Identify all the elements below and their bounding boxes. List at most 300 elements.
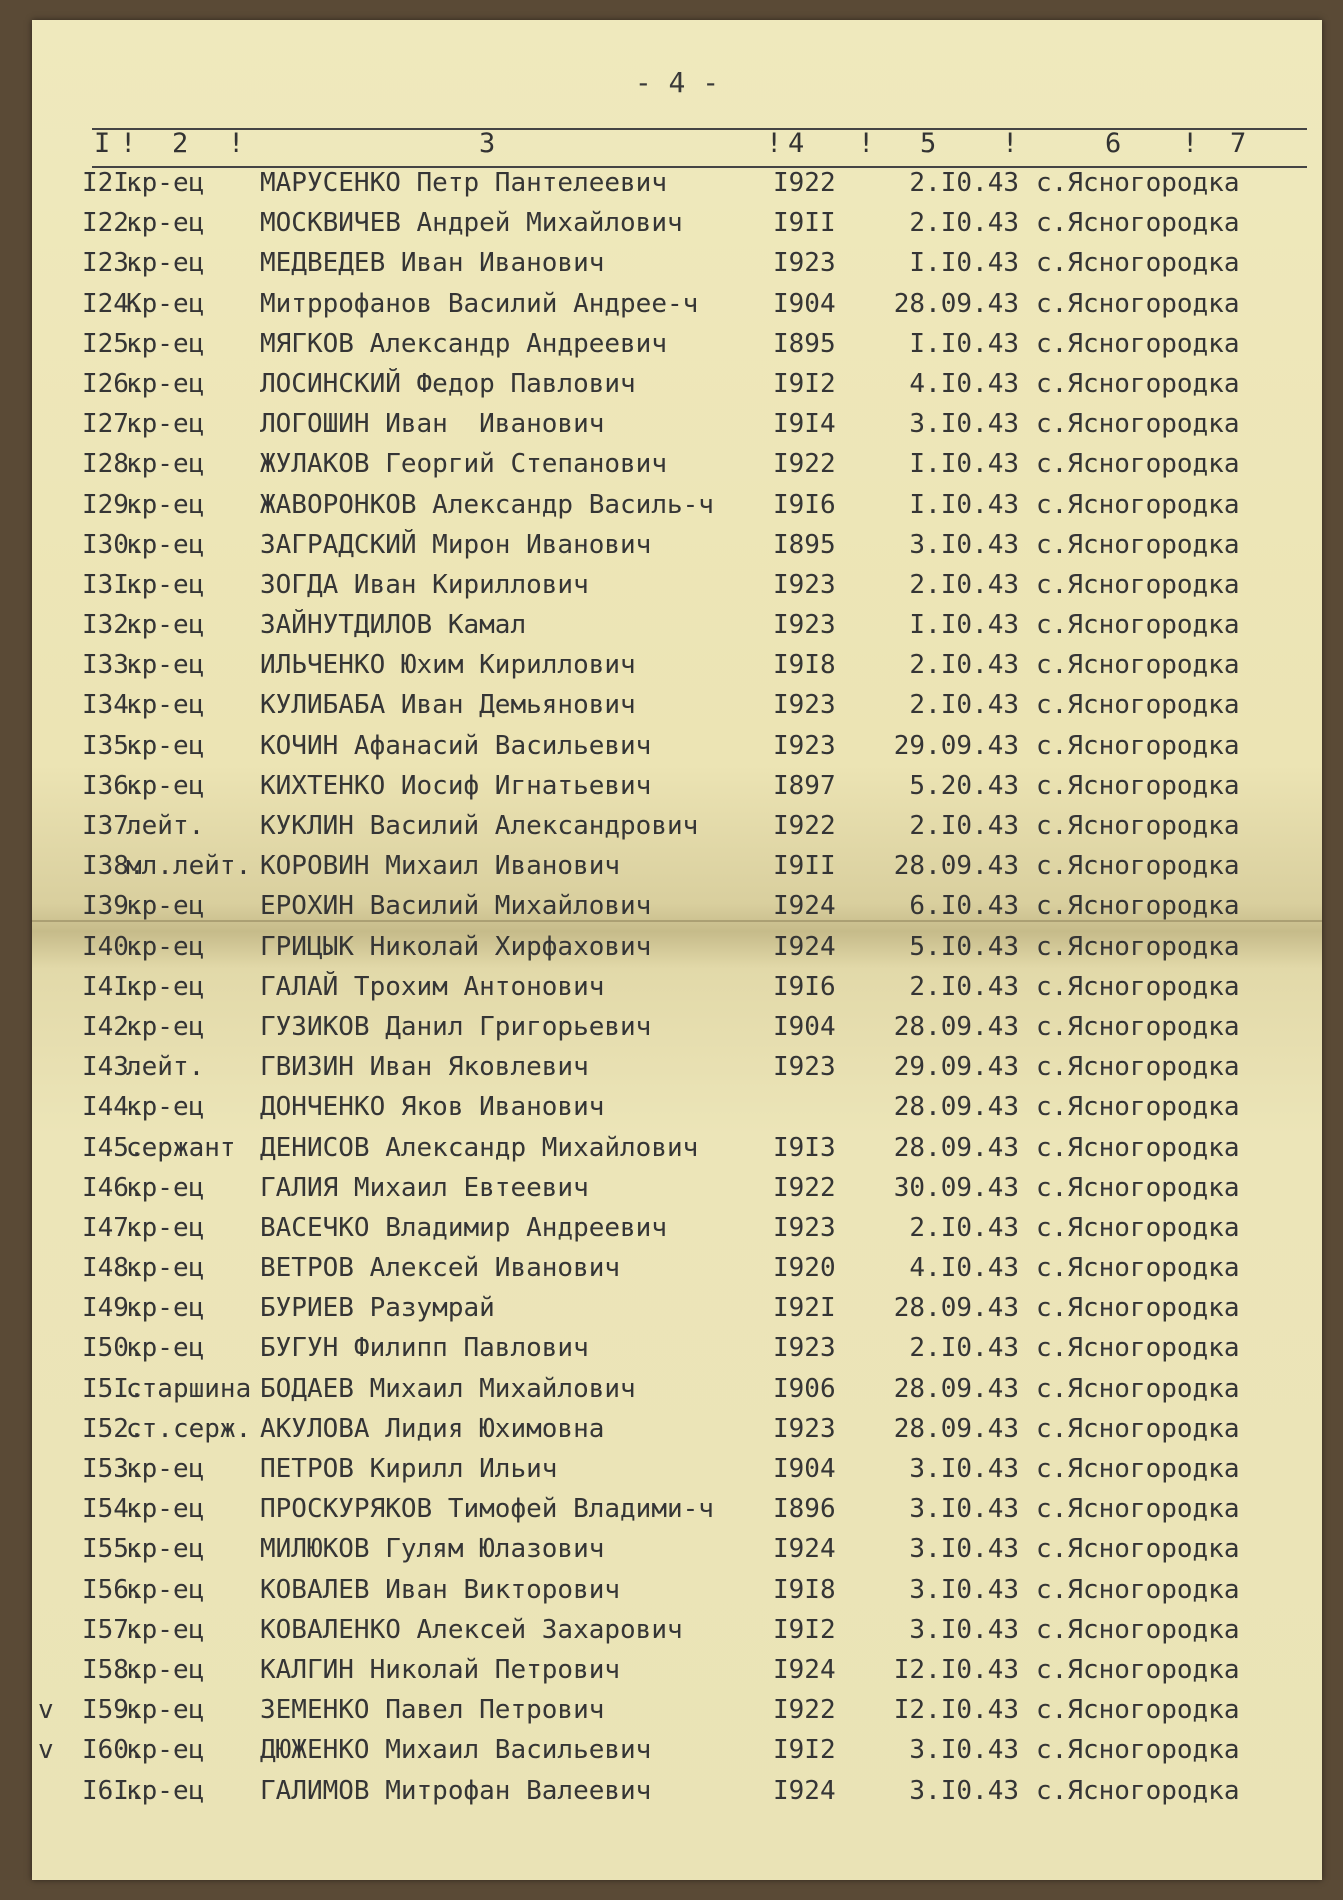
page-number: - 4 -	[634, 66, 720, 99]
name-cell: ЗАГРАДСКИЙ Мирон Иванович	[260, 529, 652, 560]
place-cell: с.Ясногородка	[1036, 328, 1240, 359]
date-cell: 5.I0.43	[909, 931, 1019, 962]
place-cell: с.Ясногородка	[1036, 288, 1240, 319]
place-cell: с.Ясногородка	[1036, 1011, 1240, 1042]
date-cell: I.I0.43	[909, 449, 1019, 480]
place-cell: с.Ясногородка	[1036, 931, 1240, 962]
rank-cell: кр-ец	[126, 1172, 205, 1203]
date-cell: 28.09.43	[893, 1373, 1019, 1404]
place-cell: с.Ясногородка	[1036, 1574, 1240, 1605]
date-cell: 28.09.43	[893, 851, 1019, 882]
table-row	[32, 403, 1322, 443]
rank-cell: кр-ец	[126, 489, 205, 520]
place-cell: с.Ясногородка	[1036, 1052, 1240, 1083]
row-number: I50.	[82, 1333, 145, 1364]
name-cell: ЗАЙНУТДИЛОВ Камал	[260, 610, 527, 641]
table-row	[32, 323, 1322, 363]
date-cell: 3.I0.43	[909, 1735, 1019, 1766]
place-cell: с.Ясногородка	[1036, 168, 1240, 198]
date-cell: 28.09.43	[893, 1011, 1019, 1042]
row-number: I58.	[82, 1654, 145, 1685]
table-row	[32, 1368, 1322, 1408]
date-cell: 4.I0.43	[909, 368, 1019, 399]
birth-year-cell: I924	[773, 1654, 836, 1685]
rank-cell: кр-ец	[126, 1695, 205, 1726]
birth-year-cell: I9II	[773, 208, 836, 239]
table-row	[32, 1287, 1322, 1327]
birth-year-cell: I923	[773, 1052, 836, 1083]
place-cell: с.Ясногородка	[1036, 650, 1240, 681]
name-cell: ГУЗИКОВ Данил Григорьевич	[260, 1011, 652, 1042]
rank-cell: кр-ец	[126, 409, 205, 440]
row-number: I42.	[82, 1011, 145, 1042]
table-row	[32, 885, 1322, 925]
table-row	[32, 1408, 1322, 1448]
birth-year-cell: I92I	[773, 1293, 836, 1324]
name-cell: МЕДВЕДЕВ Иван Иванович	[260, 248, 605, 279]
name-cell: АКУЛОВА Лидия Юхимовна	[260, 1413, 605, 1444]
birth-year-cell: I895	[773, 328, 836, 359]
row-number: I29.	[82, 489, 145, 520]
row-number: I28.	[82, 449, 145, 480]
table-row	[32, 1448, 1322, 1488]
check-mark: v	[38, 1735, 54, 1766]
place-cell: с.Ясногородка	[1036, 529, 1240, 560]
rank-cell: кр-ец	[126, 1735, 205, 1766]
date-cell: 30.09.43	[893, 1172, 1019, 1203]
rank-cell: кр-ец	[126, 529, 205, 560]
rank-cell: сержант	[126, 1132, 236, 1163]
row-number: I30.	[82, 529, 145, 560]
date-cell: 2.I0.43	[909, 1333, 1019, 1364]
row-number: I26.	[82, 368, 145, 399]
place-cell: с.Ясногородка	[1036, 1534, 1240, 1565]
header-col-4: 4	[788, 128, 805, 159]
table-row	[32, 1488, 1322, 1528]
name-cell: ИЛЬЧЕНКО Юхим Кириллович	[260, 650, 636, 681]
rank-cell: кр-ец	[126, 1092, 205, 1123]
rank-cell: кр-ец	[126, 730, 205, 761]
table-row	[32, 1770, 1322, 1810]
header-col-2: 2	[172, 128, 189, 159]
rank-cell: кр-ец	[126, 449, 205, 480]
table-row	[32, 242, 1322, 282]
name-cell: КАЛГИН Николай Петрович	[260, 1654, 621, 1685]
row-number: I53.	[82, 1454, 145, 1484]
table-row	[32, 926, 1322, 966]
row-number: I48.	[82, 1253, 145, 1284]
rank-cell: кр-ец	[126, 1253, 205, 1284]
table-row	[32, 1046, 1322, 1086]
place-cell: с.Ясногородка	[1036, 1413, 1240, 1444]
birth-year-cell: I9I4	[773, 409, 836, 440]
birth-year-cell: I9I8	[773, 650, 836, 681]
rank-cell: кр-ец	[126, 1293, 205, 1324]
place-cell: с.Ясногородка	[1036, 1293, 1240, 1324]
date-cell: 3.I0.43	[909, 409, 1019, 440]
date-cell: 28.09.43	[893, 288, 1019, 319]
name-cell: КОЧИН Афанасий Васильевич	[260, 730, 652, 761]
place-cell: с.Ясногородка	[1036, 1695, 1240, 1726]
birth-year-cell: I9I6	[773, 971, 836, 1002]
birth-year-cell: I9I8	[773, 1574, 836, 1605]
table-row	[32, 604, 1322, 644]
place-cell: с.Ясногородка	[1036, 730, 1240, 761]
place-cell: с.Ясногородка	[1036, 1735, 1240, 1766]
date-cell: I.I0.43	[909, 248, 1019, 279]
row-number: I44.	[82, 1092, 145, 1123]
name-cell: ГАЛИЯ Михаил Евтеевич	[260, 1172, 589, 1203]
date-cell: 2.I0.43	[909, 690, 1019, 721]
date-cell: 3.I0.43	[909, 1614, 1019, 1645]
birth-year-cell: I897	[773, 770, 836, 801]
table-row	[32, 564, 1322, 604]
birth-year-cell: I904	[773, 1454, 836, 1484]
birth-year-cell: I904	[773, 288, 836, 319]
birth-year-cell: I923	[773, 690, 836, 721]
name-cell: БОДАЕВ Михаил Михайлович	[260, 1373, 636, 1404]
birth-year-cell: I895	[773, 529, 836, 560]
birth-year-cell: I9I2	[773, 1735, 836, 1766]
rank-cell: кр-ец	[126, 971, 205, 1002]
check-mark: v	[38, 1695, 54, 1726]
name-cell: ДЕНИСОВ Александр Михайлович	[260, 1132, 699, 1163]
table-row	[32, 1327, 1322, 1367]
date-cell: 3.I0.43	[909, 1574, 1019, 1605]
table-row	[32, 484, 1322, 524]
row-number: I23.	[82, 248, 145, 279]
table-row	[32, 443, 1322, 483]
name-cell: КИХТЕНКО Иосиф Игнатьевич	[260, 770, 652, 801]
birth-year-cell: I924	[773, 891, 836, 922]
table-row	[32, 1006, 1322, 1046]
table-row	[32, 363, 1322, 403]
birth-year-cell: I922	[773, 811, 836, 841]
place-cell: с.Ясногородка	[1036, 971, 1240, 1002]
name-cell: БУРИЕВ Разумрай	[260, 1293, 495, 1324]
row-number: I27.	[82, 409, 145, 440]
rank-cell: кр-ец	[126, 328, 205, 359]
place-cell: с.Ясногородка	[1036, 1253, 1240, 1284]
birth-year-cell: I923	[773, 610, 836, 641]
table-row	[32, 162, 1322, 202]
place-cell: с.Ясногородка	[1036, 1775, 1240, 1806]
place-cell: с.Ясногородка	[1036, 208, 1240, 239]
rank-cell: кр-ец	[126, 1614, 205, 1645]
row-number: I22.	[82, 208, 145, 239]
header-col-5: 5	[920, 128, 937, 159]
row-number: I47.	[82, 1212, 145, 1243]
row-number: I56.	[82, 1574, 145, 1605]
name-cell: ПЕТРОВ Кирилл Ильич	[260, 1454, 558, 1484]
rank-cell: ст.серж.	[126, 1413, 252, 1444]
rank-cell: кр-ец	[126, 931, 205, 962]
rank-cell: кр-ец	[126, 1494, 205, 1525]
date-cell: 2.I0.43	[909, 208, 1019, 239]
row-number: I35.	[82, 730, 145, 761]
birth-year-cell: I9I6	[773, 489, 836, 520]
rank-cell: кр-ец	[126, 1011, 205, 1042]
birth-year-cell: I923	[773, 248, 836, 279]
date-cell: I.I0.43	[909, 610, 1019, 641]
date-cell: I.I0.43	[909, 328, 1019, 359]
date-cell: 2.I0.43	[909, 168, 1019, 198]
date-cell: 4.I0.43	[909, 1253, 1019, 1284]
row-number: I37.	[82, 811, 145, 841]
rank-cell: кр-ец	[126, 1775, 205, 1806]
birth-year-cell: I923	[773, 1333, 836, 1364]
row-number: I43.	[82, 1052, 145, 1083]
name-cell: ЖУЛАКОВ Георгий Степанович	[260, 449, 667, 480]
place-cell: с.Ясногородка	[1036, 1373, 1240, 1404]
row-number: I24.	[82, 288, 145, 319]
date-cell: 28.09.43	[893, 1092, 1019, 1123]
table-row	[32, 1729, 1322, 1769]
place-cell: с.Ясногородка	[1036, 248, 1240, 279]
table-row	[32, 966, 1322, 1006]
name-cell: ЖАВОРОНКОВ Александр Василь-ч	[260, 489, 714, 520]
table-row	[32, 845, 1322, 885]
row-number: I46.	[82, 1172, 145, 1203]
place-cell: с.Ясногородка	[1036, 409, 1240, 440]
row-number: I36.	[82, 770, 145, 801]
table-row	[32, 684, 1322, 724]
place-cell: с.Ясногородка	[1036, 489, 1240, 520]
row-number: I6I.	[82, 1775, 145, 1806]
birth-year-cell: I904	[773, 1011, 836, 1042]
row-number: I49.	[82, 1293, 145, 1324]
rank-cell: мл.лейт.	[126, 851, 252, 882]
name-cell: ПРОСКУРЯКОВ Тимофей Владими-ч	[260, 1494, 714, 1525]
date-cell: I2.I0.43	[893, 1654, 1019, 1685]
name-cell: КОВАЛЕВ Иван Викторович	[260, 1574, 621, 1605]
row-number: I55.	[82, 1534, 145, 1565]
rank-cell: кр-ец	[126, 690, 205, 721]
rank-cell: кр-ец	[126, 1454, 205, 1484]
birth-year-cell: I924	[773, 931, 836, 962]
place-cell: с.Ясногородка	[1036, 1654, 1240, 1685]
place-cell: с.Ясногородка	[1036, 1132, 1240, 1163]
rank-cell: кр-ец	[126, 1333, 205, 1364]
table-row	[32, 644, 1322, 684]
date-cell: 2.I0.43	[909, 971, 1019, 1002]
table-row	[32, 725, 1322, 765]
header-col-7: 7	[1230, 128, 1247, 159]
rank-cell: лейт.	[126, 811, 205, 841]
place-cell: с.Ясногородка	[1036, 1494, 1240, 1525]
row-number: I32.	[82, 610, 145, 641]
rank-cell: кр-ец	[126, 248, 205, 279]
row-number: I57.	[82, 1614, 145, 1645]
header-sep: !	[766, 128, 783, 159]
name-cell: МЯГКОВ Александр Андреевич	[260, 328, 667, 359]
birth-year-cell: I922	[773, 1172, 836, 1203]
table-row	[32, 1609, 1322, 1649]
rank-cell: кр-ец	[126, 770, 205, 801]
table-row	[32, 805, 1322, 845]
table-row	[32, 1207, 1322, 1247]
birth-year-cell: I923	[773, 569, 836, 600]
date-cell: 28.09.43	[893, 1293, 1019, 1324]
birth-year-cell: I924	[773, 1775, 836, 1806]
row-number: I54.	[82, 1494, 145, 1525]
name-cell: ЛОСИНСКИЙ Федор Павлович	[260, 368, 636, 399]
place-cell: с.Ясногородка	[1036, 1333, 1240, 1364]
date-cell: 6.I0.43	[909, 891, 1019, 922]
name-cell: ДЮЖЕНКО Михаил Васильевич	[260, 1735, 652, 1766]
name-cell: ГВИЗИН Иван Яковлевич	[260, 1052, 589, 1083]
header-sep: !	[858, 128, 875, 159]
date-cell: 3.I0.43	[909, 1775, 1019, 1806]
row-number: I39.	[82, 891, 145, 922]
rank-cell: кр-ец	[126, 569, 205, 600]
table-row	[32, 1127, 1322, 1167]
row-number: I52.	[82, 1413, 145, 1444]
row-number: I45.	[82, 1132, 145, 1163]
row-number: I3I.	[82, 569, 145, 600]
place-cell: с.Ясногородка	[1036, 690, 1240, 721]
header-col-3: 3	[479, 128, 496, 159]
place-cell: с.Ясногородка	[1036, 368, 1240, 399]
name-cell: МИЛЮКОВ Гулям Юлазович	[260, 1534, 605, 1565]
date-cell: 28.09.43	[893, 1413, 1019, 1444]
row-number: I34.	[82, 690, 145, 721]
date-cell: 29.09.43	[893, 1052, 1019, 1083]
table-row	[32, 202, 1322, 242]
date-cell: 2.I0.43	[909, 1212, 1019, 1243]
birth-year-cell: I920	[773, 1253, 836, 1284]
birth-year-cell: I923	[773, 1413, 836, 1444]
rank-cell: кр-ец	[126, 650, 205, 681]
date-cell: 3.I0.43	[909, 529, 1019, 560]
header-col-6: 6	[1105, 128, 1122, 159]
birth-year-cell: I922	[773, 449, 836, 480]
table-row	[32, 1528, 1322, 1568]
header-col-1: I	[94, 128, 111, 159]
name-cell: ВАСЕЧКО Владимир Андреевич	[260, 1212, 667, 1243]
date-cell: 2.I0.43	[909, 650, 1019, 681]
birth-year-cell: I9II	[773, 851, 836, 882]
roster-table	[32, 162, 1322, 1810]
place-cell: с.Ясногородка	[1036, 1092, 1240, 1123]
name-cell: ЛОГОШИН Иван Иванович	[260, 409, 605, 440]
rank-cell: Кр-ец	[126, 288, 205, 319]
name-cell: ГРИЦЫК Николай Хирфахович	[260, 931, 652, 962]
place-cell: с.Ясногородка	[1036, 851, 1240, 882]
header-sep: !	[1002, 128, 1019, 159]
rank-cell: кр-ец	[126, 368, 205, 399]
place-cell: с.Ясногородка	[1036, 770, 1240, 801]
name-cell: Митррофанов Василий Андрее-ч	[260, 288, 699, 319]
birth-year-cell: I922	[773, 1695, 836, 1726]
birth-year-cell: I923	[773, 1212, 836, 1243]
name-cell: ГАЛАЙ Трохим Антонович	[260, 971, 605, 1002]
place-cell: с.Ясногородка	[1036, 449, 1240, 480]
document-sheet	[32, 20, 1322, 1880]
place-cell: с.Ясногородка	[1036, 891, 1240, 922]
table-row	[32, 1649, 1322, 1689]
name-cell: КУКЛИН Василий Александрович	[260, 811, 699, 841]
row-number: I25.	[82, 328, 145, 359]
rank-cell: лейт.	[126, 1052, 205, 1083]
birth-year-cell: I9I2	[773, 1614, 836, 1645]
name-cell: КУЛИБАБА Иван Демьянович	[260, 690, 636, 721]
place-cell: с.Ясногородка	[1036, 1454, 1240, 1484]
birth-year-cell: I924	[773, 1534, 836, 1565]
place-cell: с.Ясногородка	[1036, 811, 1240, 841]
name-cell: КОРОВИН Михаил Иванович	[260, 851, 621, 882]
date-cell: 3.I0.43	[909, 1454, 1019, 1484]
name-cell: ГАЛИМОВ Митрофан Валеевич	[260, 1775, 652, 1806]
table-row	[32, 1086, 1322, 1126]
table-row	[32, 1569, 1322, 1609]
place-cell: с.Ясногородка	[1036, 1212, 1240, 1243]
row-number: I5I.	[82, 1373, 145, 1404]
name-cell: ДОНЧЕНКО Яков Иванович	[260, 1092, 605, 1123]
date-cell: 3.I0.43	[909, 1534, 1019, 1565]
place-cell: с.Ясногородка	[1036, 610, 1240, 641]
header-sep: !	[228, 128, 245, 159]
rank-cell: кр-ец	[126, 1212, 205, 1243]
name-cell: МОСКВИЧЕВ Андрей Михайлович	[260, 208, 683, 239]
date-cell: 2.I0.43	[909, 811, 1019, 841]
date-cell: 28.09.43	[893, 1132, 1019, 1163]
rank-cell: кр-ец	[126, 1574, 205, 1605]
rank-cell: кр-ец	[126, 610, 205, 641]
table-row	[32, 1167, 1322, 1207]
place-cell: с.Ясногородка	[1036, 569, 1240, 600]
birth-year-cell: I922	[773, 168, 836, 198]
row-number: I59.	[82, 1695, 145, 1726]
date-cell: 3.I0.43	[909, 1494, 1019, 1525]
birth-year-cell: I9I2	[773, 368, 836, 399]
table-row	[32, 765, 1322, 805]
date-cell: I2.I0.43	[893, 1695, 1019, 1726]
header-sep: !	[120, 128, 137, 159]
rank-cell: кр-ец	[126, 208, 205, 239]
birth-year-cell: I923	[773, 730, 836, 761]
row-number: I60.	[82, 1735, 145, 1766]
row-number: I4I.	[82, 971, 145, 1002]
row-number: I40.	[82, 931, 145, 962]
date-cell: 2.I0.43	[909, 569, 1019, 600]
birth-year-cell: I9I3	[773, 1132, 836, 1163]
date-cell: 5.20.43	[909, 770, 1019, 801]
row-number: I38.	[82, 851, 145, 882]
row-number: I2I.	[82, 168, 145, 198]
name-cell: КОВАЛЕНКО Алексей Захарович	[260, 1614, 683, 1645]
rank-cell: кр-ец	[126, 1534, 205, 1565]
name-cell: БУГУН Филипп Павлович	[260, 1333, 589, 1364]
rank-cell: старшина	[126, 1373, 252, 1404]
name-cell: ЗЕМЕНКО Павел Петрович	[260, 1695, 605, 1726]
name-cell: ЕРОХИН Василий Михайлович	[260, 891, 652, 922]
rank-cell: кр-ец	[126, 1654, 205, 1685]
rank-cell: кр-ец	[126, 168, 205, 198]
place-cell: с.Ясногородка	[1036, 1614, 1240, 1645]
table-row	[32, 283, 1322, 323]
table-row	[32, 1689, 1322, 1729]
birth-year-cell: I896	[773, 1494, 836, 1525]
rank-cell: кр-ец	[126, 891, 205, 922]
birth-year-cell: I906	[773, 1373, 836, 1404]
place-cell: с.Ясногородка	[1036, 1172, 1240, 1203]
name-cell: ЗОГДА Иван Кириллович	[260, 569, 589, 600]
header-sep: !	[1182, 128, 1199, 159]
table-row	[32, 1247, 1322, 1287]
row-number: I33.	[82, 650, 145, 681]
date-cell: I.I0.43	[909, 489, 1019, 520]
